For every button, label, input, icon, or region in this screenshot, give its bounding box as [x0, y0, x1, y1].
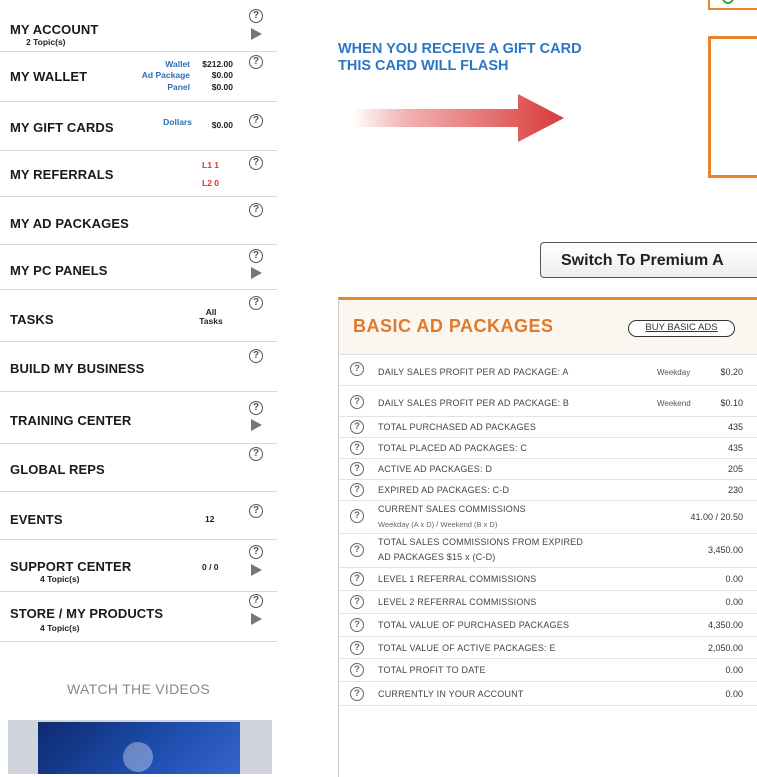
- row-value: 435: [727, 443, 743, 453]
- help-icon[interactable]: ?: [350, 641, 364, 655]
- video-thumbnail[interactable]: [38, 722, 240, 774]
- help-icon[interactable]: ?: [350, 420, 364, 434]
- topic-count: 4 Topic(s): [40, 623, 80, 633]
- expand-arrow-icon[interactable]: [251, 419, 262, 431]
- help-icon[interactable]: ?: [249, 545, 263, 559]
- table-row: [339, 591, 757, 614]
- help-icon[interactable]: ?: [350, 572, 364, 586]
- panel-header: [339, 300, 757, 355]
- row-value: 230: [727, 485, 743, 495]
- help-icon[interactable]: ?: [249, 156, 263, 170]
- help-icon[interactable]: ?: [350, 618, 364, 632]
- basic-ad-packages-panel: [338, 297, 757, 777]
- row-label: TOTAL PROFIT TO DATE: [378, 665, 486, 675]
- watch-videos-heading: WATCH THE VIDEOS: [67, 681, 210, 697]
- table-row: [339, 459, 757, 480]
- panel-label: Panel: [167, 82, 190, 92]
- help-icon[interactable]: ?: [249, 55, 263, 69]
- sidebar-item-label: TRAINING CENTER: [10, 413, 132, 428]
- row-value: 0.00: [725, 574, 743, 584]
- dollars-value: $0.00: [211, 120, 233, 130]
- help-icon[interactable]: ?: [249, 249, 263, 263]
- sidebar-item-label: EVENTS: [10, 512, 63, 527]
- sidebar-item-label: STORE / MY PRODUCTS: [10, 606, 164, 621]
- help-icon[interactable]: ?: [350, 441, 364, 455]
- status-dot-icon: [722, 0, 734, 4]
- row-value: 0.00: [725, 689, 743, 699]
- row-value: 205: [727, 464, 743, 474]
- sidebar-item-my-wallet[interactable]: [0, 52, 277, 102]
- all-label: All: [205, 307, 217, 317]
- sidebar-item-label: MY ACCOUNT: [10, 22, 99, 37]
- help-icon[interactable]: ?: [249, 594, 263, 608]
- row-label-continued: AD PACKAGES $15 x (C-D): [378, 552, 496, 562]
- table-row: [339, 480, 757, 501]
- row-label: ACTIVE AD PACKAGES: D: [378, 464, 493, 474]
- gift-card-flash[interactable]: [708, 36, 757, 178]
- topic-count: 4 Topic(s): [40, 574, 80, 584]
- sidebar-item-events[interactable]: [0, 492, 277, 540]
- sidebar-item-label: MY PC PANELS: [10, 263, 108, 278]
- help-icon[interactable]: ?: [249, 401, 263, 415]
- row-qualifier: Weekday: [657, 368, 691, 377]
- row-value: 41.00 / 20.50: [690, 512, 743, 522]
- panel-title: BASIC AD PACKAGES: [353, 316, 554, 336]
- dollars-label: Dollars: [163, 117, 192, 127]
- row-label: TOTAL SALES COMMISSIONS FROM EXPIRED: [378, 537, 584, 547]
- support-count: 0 / 0: [202, 562, 219, 572]
- arrow-right-icon: [352, 94, 567, 142]
- sidebar-item-label: MY WALLET: [10, 69, 88, 84]
- help-icon[interactable]: ?: [350, 663, 364, 677]
- help-icon[interactable]: ?: [350, 462, 364, 476]
- row-label: CURRENT SALES COMMISSIONS: [378, 504, 526, 514]
- level2-referral-count: L2 0: [202, 178, 220, 188]
- table-row: [339, 568, 757, 591]
- gift-card-message-line2: THIS CARD WILL FLASH: [338, 58, 509, 74]
- sidebar-item-my-ad-packages[interactable]: [0, 197, 277, 245]
- row-value: 0.00: [725, 665, 743, 675]
- expand-arrow-icon[interactable]: [251, 564, 262, 576]
- sidebar-item-label: MY AD PACKAGES: [10, 216, 129, 231]
- row-label: CURRENTLY IN YOUR ACCOUNT: [378, 689, 524, 699]
- topic-count: 2 Topic(s): [26, 37, 66, 47]
- sidebar: [0, 0, 277, 774]
- sidebar-item-label: GLOBAL REPS: [10, 462, 105, 477]
- sidebar-item-label: MY GIFT CARDS: [10, 120, 114, 135]
- help-icon[interactable]: ?: [249, 203, 263, 217]
- wallet-value: $212.00: [202, 59, 233, 69]
- row-label: TOTAL VALUE OF PURCHASED PACKAGES: [378, 620, 570, 630]
- expand-arrow-icon[interactable]: [251, 28, 262, 40]
- row-value: 2,050.00: [707, 643, 743, 653]
- sidebar-item-tasks[interactable]: [0, 290, 277, 342]
- table-row: [339, 659, 757, 682]
- expand-arrow-icon[interactable]: [251, 613, 262, 625]
- row-value: 0.00: [725, 597, 743, 607]
- ad-package-value: $0.00: [211, 70, 233, 80]
- play-icon[interactable]: [123, 742, 153, 772]
- panel-value: $0.00: [211, 82, 233, 92]
- table-row: [339, 614, 757, 637]
- help-icon[interactable]: ?: [350, 362, 364, 376]
- help-icon[interactable]: ?: [350, 687, 364, 701]
- sidebar-item-my-account[interactable]: [0, 0, 277, 52]
- row-qualifier: Weekend: [657, 399, 691, 408]
- row-label: LEVEL 1 REFERRAL COMMISSIONS: [378, 574, 537, 584]
- sidebar-item-label: TASKS: [10, 312, 54, 327]
- expand-arrow-icon[interactable]: [251, 267, 262, 279]
- row-value: $0.10: [720, 398, 743, 408]
- gift-card-top: [708, 0, 757, 10]
- tasks-label: Tasks: [199, 316, 223, 326]
- row-value: $0.20: [720, 367, 743, 377]
- help-icon[interactable]: ?: [249, 296, 263, 310]
- sidebar-item-label: BUILD MY BUSINESS: [10, 361, 145, 376]
- sidebar-item-label: SUPPORT CENTER: [10, 559, 132, 574]
- sidebar-item-label: MY REFERRALS: [10, 167, 114, 182]
- sidebar-item-global-reps[interactable]: [0, 444, 277, 492]
- help-icon[interactable]: ?: [350, 509, 364, 523]
- help-icon[interactable]: ?: [350, 395, 364, 409]
- events-count: 12: [205, 514, 215, 524]
- row-value: 3,450.00: [707, 545, 743, 555]
- row-label: DAILY SALES PROFIT PER AD PACKAGE: A: [378, 367, 569, 377]
- row-label: TOTAL VALUE OF ACTIVE PACKAGES: E: [378, 643, 556, 653]
- table-row: [339, 355, 757, 386]
- help-icon[interactable]: ?: [249, 504, 263, 518]
- switch-to-premium-button[interactable]: Switch To Premium A: [540, 242, 757, 278]
- row-label: DAILY SALES PROFIT PER AD PACKAGE: B: [378, 398, 570, 408]
- table-row: [339, 438, 757, 459]
- row-label: LEVEL 2 REFERRAL COMMISSIONS: [378, 597, 537, 607]
- sidebar-item-training-center[interactable]: [0, 392, 277, 444]
- row-value: 435: [727, 422, 743, 432]
- help-icon[interactable]: ?: [350, 483, 364, 497]
- sidebar-item-my-pc-panels[interactable]: [0, 245, 277, 290]
- ad-package-label: Ad Package: [141, 70, 190, 80]
- gift-card-message-line1: WHEN YOU RECEIVE A GIFT CARD: [338, 41, 582, 57]
- table-row: [339, 637, 757, 659]
- row-value: 4,350.00: [707, 620, 743, 630]
- sidebar-item-my-referrals[interactable]: [0, 151, 277, 197]
- level1-referral-count: L1 1: [202, 160, 220, 170]
- table-row: [339, 386, 757, 417]
- help-icon[interactable]: ?: [350, 595, 364, 609]
- table-row: [339, 417, 757, 438]
- row-sublabel: Weekday (A x D) / Weekend (B x D): [378, 520, 498, 529]
- help-icon[interactable]: ?: [249, 447, 263, 461]
- table-row: [339, 501, 757, 534]
- wallet-label: Wallet: [165, 59, 190, 69]
- help-icon[interactable]: ?: [350, 543, 364, 557]
- row-label: TOTAL PURCHASED AD PACKAGES: [378, 422, 537, 432]
- row-label: EXPIRED AD PACKAGES: C-D: [378, 485, 510, 495]
- help-icon[interactable]: ?: [249, 114, 263, 128]
- sidebar-item-store-my-products[interactable]: [0, 592, 277, 642]
- sidebar-item-my-gift-cards[interactable]: [0, 102, 277, 151]
- buy-basic-ads-button[interactable]: BUY BASIC ADS: [628, 320, 735, 337]
- sidebar-item-build-my-business[interactable]: [0, 342, 277, 392]
- row-label: TOTAL PLACED AD PACKAGES: C: [378, 443, 528, 453]
- help-icon[interactable]: ?: [249, 9, 263, 23]
- gift-card-message: [338, 41, 582, 75]
- table-row: [339, 534, 757, 568]
- sidebar-item-support-center[interactable]: [0, 540, 277, 592]
- help-icon[interactable]: ?: [249, 349, 263, 363]
- table-row: [339, 682, 757, 706]
